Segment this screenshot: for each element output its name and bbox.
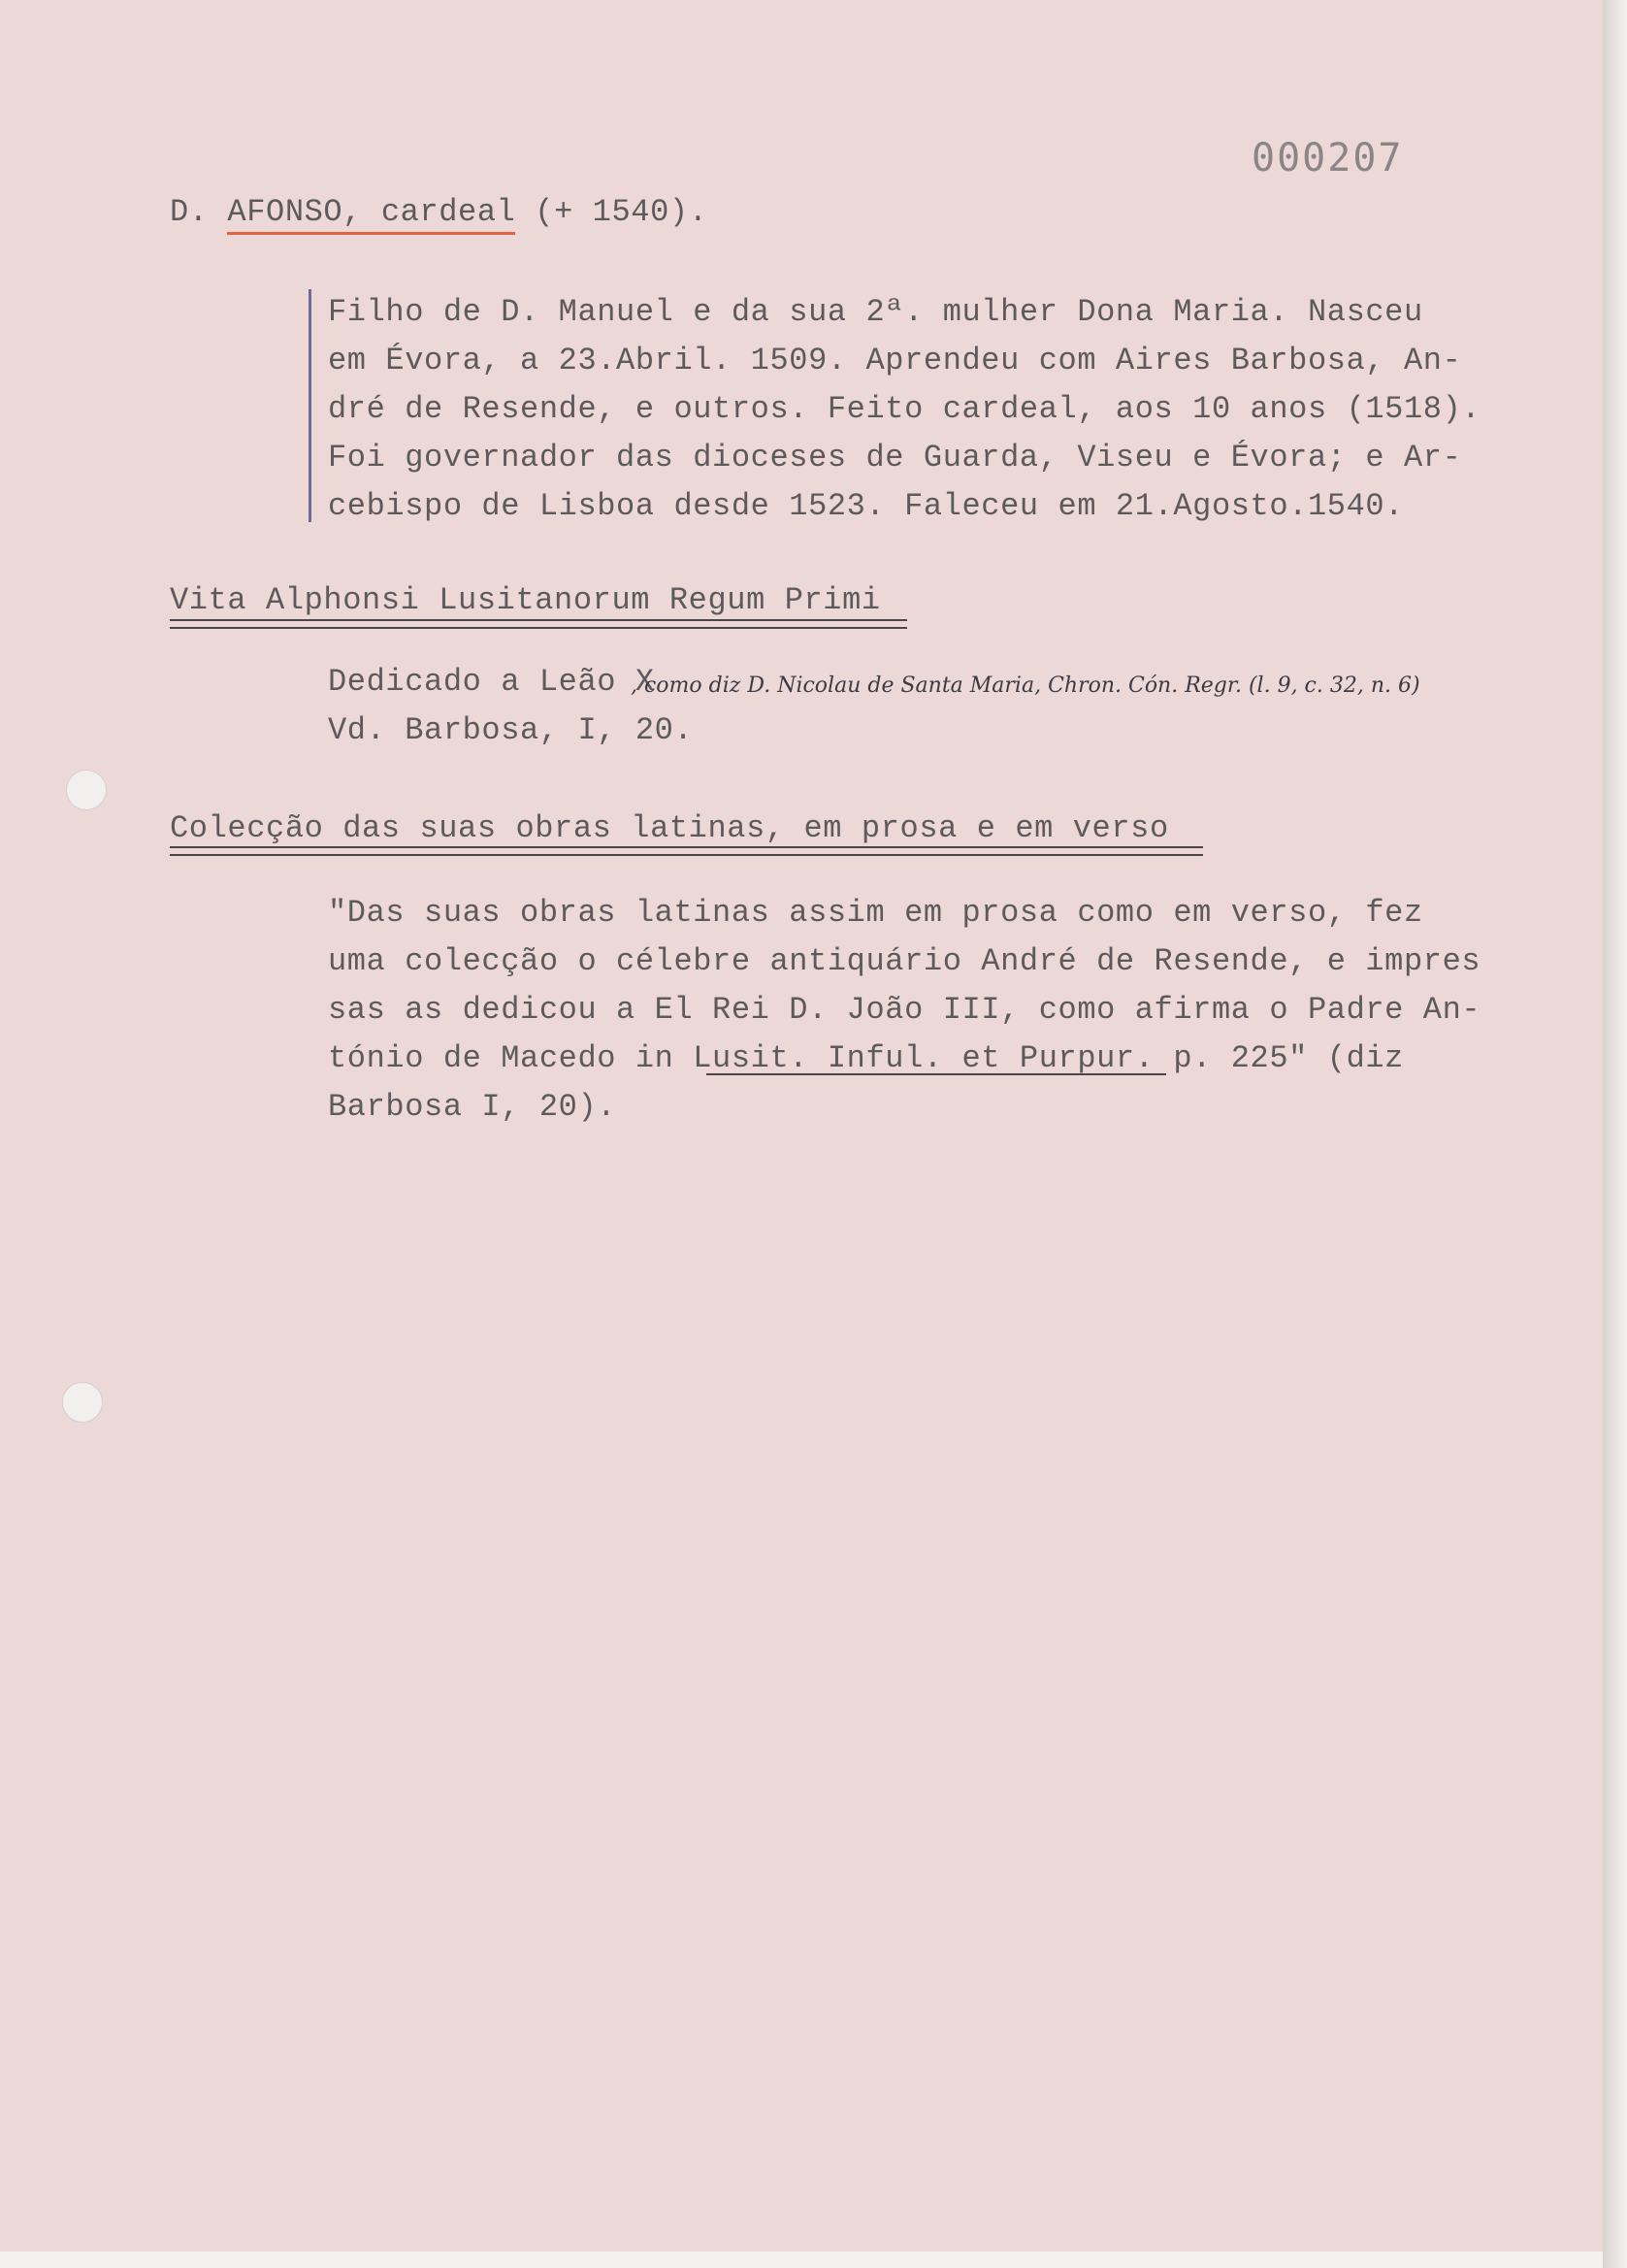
bio-line: em Évora, a 23.Abril. 1509. Aprendeu com Aires Barbosa, An- bbox=[328, 343, 1462, 378]
punch-hole-bottom bbox=[62, 1382, 103, 1423]
bio-line: Filho de D. Manuel e da sua 2ª. mulher Dona Maria. Nasceu bbox=[328, 294, 1423, 330]
quote-line: uma colecção o célebre antiquário André de Resende, e impres bbox=[328, 943, 1481, 979]
section2-heading-underline bbox=[170, 846, 1203, 856]
title-prefix: D. bbox=[170, 194, 228, 230]
quote-line: tónio de Macedo in Lusit. Inful. et Purpur. p. 225" (diz bbox=[328, 1040, 1404, 1076]
quote-line: "Das suas obras latinas assim em prosa como em verso, fez bbox=[328, 895, 1423, 931]
title-suffix: (+ 1540). bbox=[515, 194, 708, 230]
section1-handwritten-note: , como diz D. Nicolau de Santa Maria, Chron. Cón. Regr. (l. 9, c. 32, n. 6) bbox=[631, 674, 1420, 698]
book-title-underline bbox=[706, 1073, 1166, 1075]
archive-number-stamp: 000207 bbox=[1252, 136, 1404, 181]
punch-hole-top bbox=[66, 770, 107, 810]
section2-heading: Colecção das suas obras latinas, em prosa e em verso bbox=[170, 810, 1169, 846]
section1-typed-line1: Dedicado a Leão X bbox=[328, 664, 655, 700]
title-name: AFONSO, cardeal bbox=[227, 194, 515, 235]
bio-line: dré de Resende, e outros. Feito cardeal, aos 10 anos (1518). bbox=[328, 391, 1481, 427]
quote-line: sas as dedicou a El Rei D. João III, como afirma o Padre An- bbox=[328, 992, 1481, 1028]
entry-title bbox=[170, 194, 708, 230]
section1-typed-line2: Vd. Barbosa, I, 20. bbox=[328, 712, 694, 748]
section1-heading-underline bbox=[170, 619, 907, 629]
quote-line: Barbosa I, 20). bbox=[328, 1089, 617, 1125]
margin-bracket-line bbox=[309, 289, 311, 522]
section1-heading: Vita Alphonsi Lusitanorum Regum Primi bbox=[170, 582, 881, 618]
bio-line: Foi governador das dioceses de Guarda, Viseu e Évora; e Ar- bbox=[328, 440, 1462, 476]
page-edge bbox=[1603, 0, 1627, 2268]
bio-line: cebispo de Lisboa desde 1523. Faleceu em 21.Agosto.1540. bbox=[328, 488, 1404, 524]
